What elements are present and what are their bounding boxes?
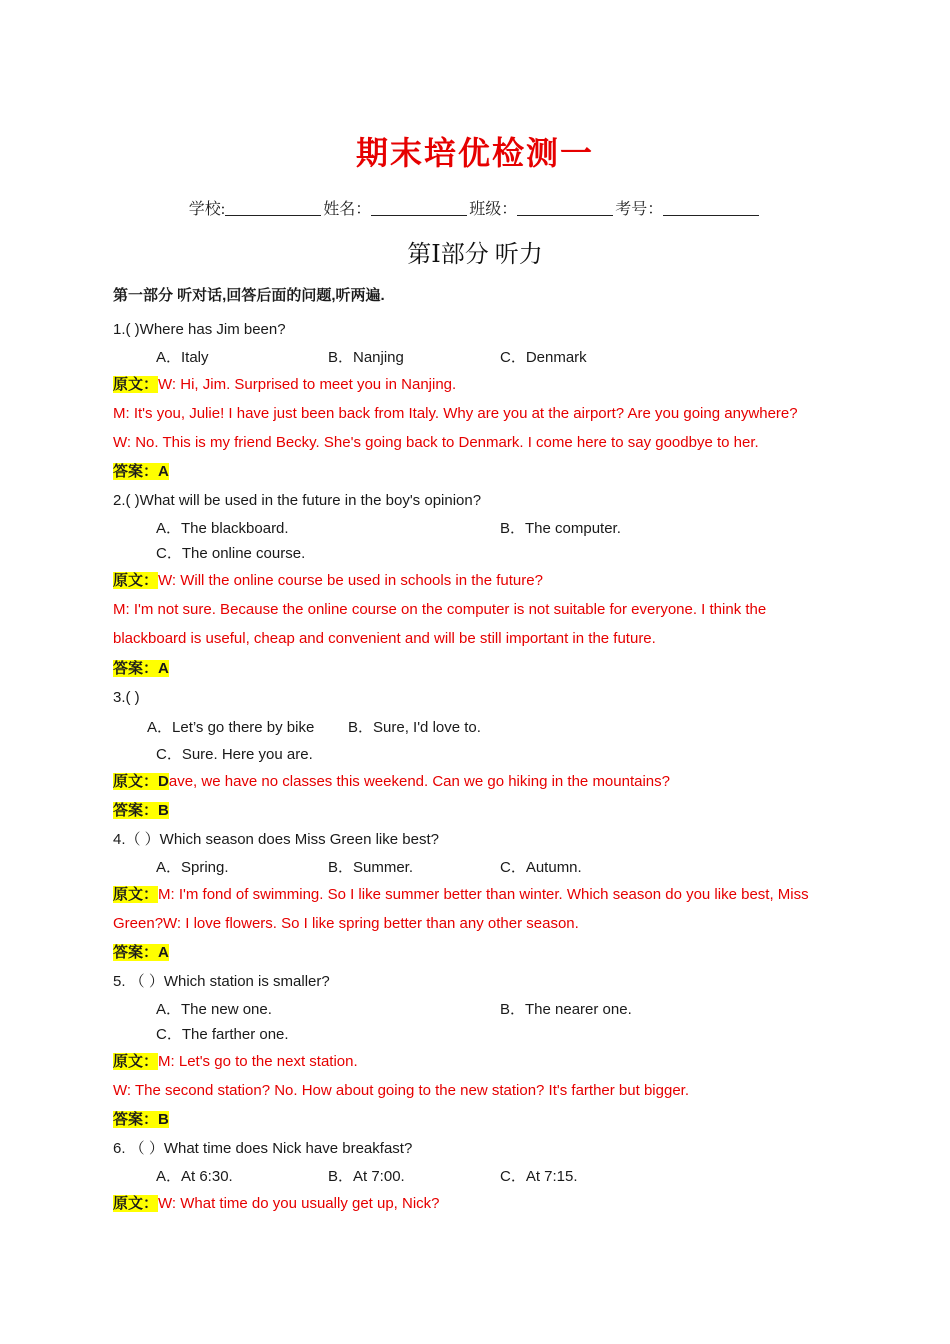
question-5-option-b: B．The nearer one. <box>500 1001 632 1018</box>
answer-value: B <box>158 802 169 819</box>
transcript-label: 原文： <box>113 1053 159 1070</box>
number-label: 考号： <box>615 201 664 218</box>
transcript-label: 原文： <box>113 572 159 589</box>
question-5-option-c: C．The farther one. <box>156 1026 289 1043</box>
answer-value: A <box>158 463 169 480</box>
transcript-line: M: It's you, Julie! I have just been back from Italy. Why are you at the airport? Are you going anywhere? <box>113 405 798 422</box>
transcript-line: blackboard is useful, cheap and convenient and will be still important in the future. <box>113 630 656 647</box>
part-heading: 第一部分 听对话,回答后面的问题,听两遍. <box>113 287 385 304</box>
page-title: 期末培优检测一 <box>355 134 594 172</box>
question-2-answer <box>113 659 169 679</box>
question-4-option-c: C．Autumn. <box>500 859 582 876</box>
question-1-option-c: C．Denmark <box>500 349 587 366</box>
answer-label: 答案： <box>113 1111 159 1128</box>
answer-label: 答案： <box>113 802 159 819</box>
transcript-line: M: I'm not sure. Because the online course on the computer is not suitable for everyone. I think the <box>113 601 767 618</box>
question-1-option-b: B．Nanjing <box>328 349 404 366</box>
question-5-stem: 5. （ ）Which station is smaller? <box>113 973 330 990</box>
student-info-line <box>0 196 950 219</box>
question-6-stem: 6. （ ）What time does Nick have breakfast? <box>113 1140 413 1157</box>
question-2-transcript <box>113 571 543 591</box>
class-label: 班级： <box>469 201 518 218</box>
question-2-option-a: A．The blackboard. <box>156 520 289 537</box>
school-label: 学校: <box>188 201 226 218</box>
question-1-stem: 1.( )Where has Jim been? <box>113 321 286 338</box>
name-blank[interactable] <box>371 201 467 216</box>
answer-label: 答案： <box>113 463 159 480</box>
transcript-line: W: Hi, Jim. Surprised to meet you in Nanjing. <box>158 376 457 393</box>
question-2-option-c: C．The online course. <box>156 545 306 562</box>
question-3-stem: 3.( ) <box>113 689 140 706</box>
transcript-line: W: What time do you usually get up, Nick? <box>158 1195 440 1212</box>
transcript-line: W: Will the online course be used in schools in the future? <box>158 572 543 589</box>
question-3-transcript <box>113 772 670 792</box>
question-5-option-a: A．The new one. <box>156 1001 272 1018</box>
question-5-transcript <box>113 1052 358 1072</box>
question-3-option-b: B．Sure, I'd love to. <box>348 719 481 736</box>
question-3-option-a: A．Let’s go there by bike <box>147 719 315 736</box>
transcript-line: M: I'm fond of swimming. So I like summer better than winter. Which season do you like best, Miss <box>158 886 809 903</box>
transcript-line: M: Let's go to the next station. <box>158 1053 358 1070</box>
name-label: 姓名： <box>323 201 372 218</box>
question-2-stem: 2.( )What will be used in the future in the boy's opinion? <box>113 492 482 509</box>
transcript-label: 原文： <box>113 1195 159 1212</box>
transcript-label: 原文： <box>113 773 159 790</box>
question-1-transcript <box>113 375 456 395</box>
transcript-label: 原文： <box>113 376 159 393</box>
question-4-option-a: A．Spring. <box>156 859 229 876</box>
answer-value: B <box>158 1111 169 1128</box>
question-3-answer <box>113 801 169 821</box>
question-6-option-b: B．At 7:00. <box>328 1168 405 1185</box>
transcript-line: W: No. This is my friend Becky. She's going back to Denmark. I come here to say goodbye to her. <box>113 434 759 451</box>
transcript-line: ave, we have no classes this weekend. Can we go hiking in the mountains? <box>168 773 670 790</box>
question-4-answer <box>113 943 169 963</box>
question-4-option-b: B．Summer. <box>328 859 414 876</box>
answer-value: A <box>158 944 169 961</box>
section-title: 第Ⅰ部分 听力 <box>407 242 543 268</box>
answer-label: 答案： <box>113 660 159 677</box>
question-6-option-c: C．At 7:15. <box>500 1168 578 1185</box>
question-4-transcript <box>113 885 809 905</box>
question-1-answer <box>113 462 169 482</box>
transcript-first-letter: D <box>158 773 169 790</box>
question-1-option-a: A．Italy <box>156 349 209 366</box>
question-4-stem: 4.（ ）Which season does Miss Green like best? <box>113 831 439 848</box>
question-5-answer <box>113 1110 169 1130</box>
question-3-option-c: C．Sure. Here you are. <box>156 746 313 763</box>
answer-label: 答案： <box>113 944 159 961</box>
class-blank[interactable] <box>517 201 613 216</box>
school-blank[interactable] <box>225 201 321 216</box>
answer-value: A <box>158 660 169 677</box>
transcript-line: W: The second station? No. How about going to the new station? It's farther but bigger. <box>113 1082 689 1099</box>
question-6-option-a: A．At 6:30. <box>156 1168 233 1185</box>
number-blank[interactable] <box>663 201 759 216</box>
question-2-option-b: B．The computer. <box>500 520 621 537</box>
question-6-transcript <box>113 1194 440 1214</box>
transcript-label: 原文： <box>113 886 159 903</box>
transcript-line: Green?W: I love flowers. So I like spring better than any other season. <box>113 915 579 932</box>
